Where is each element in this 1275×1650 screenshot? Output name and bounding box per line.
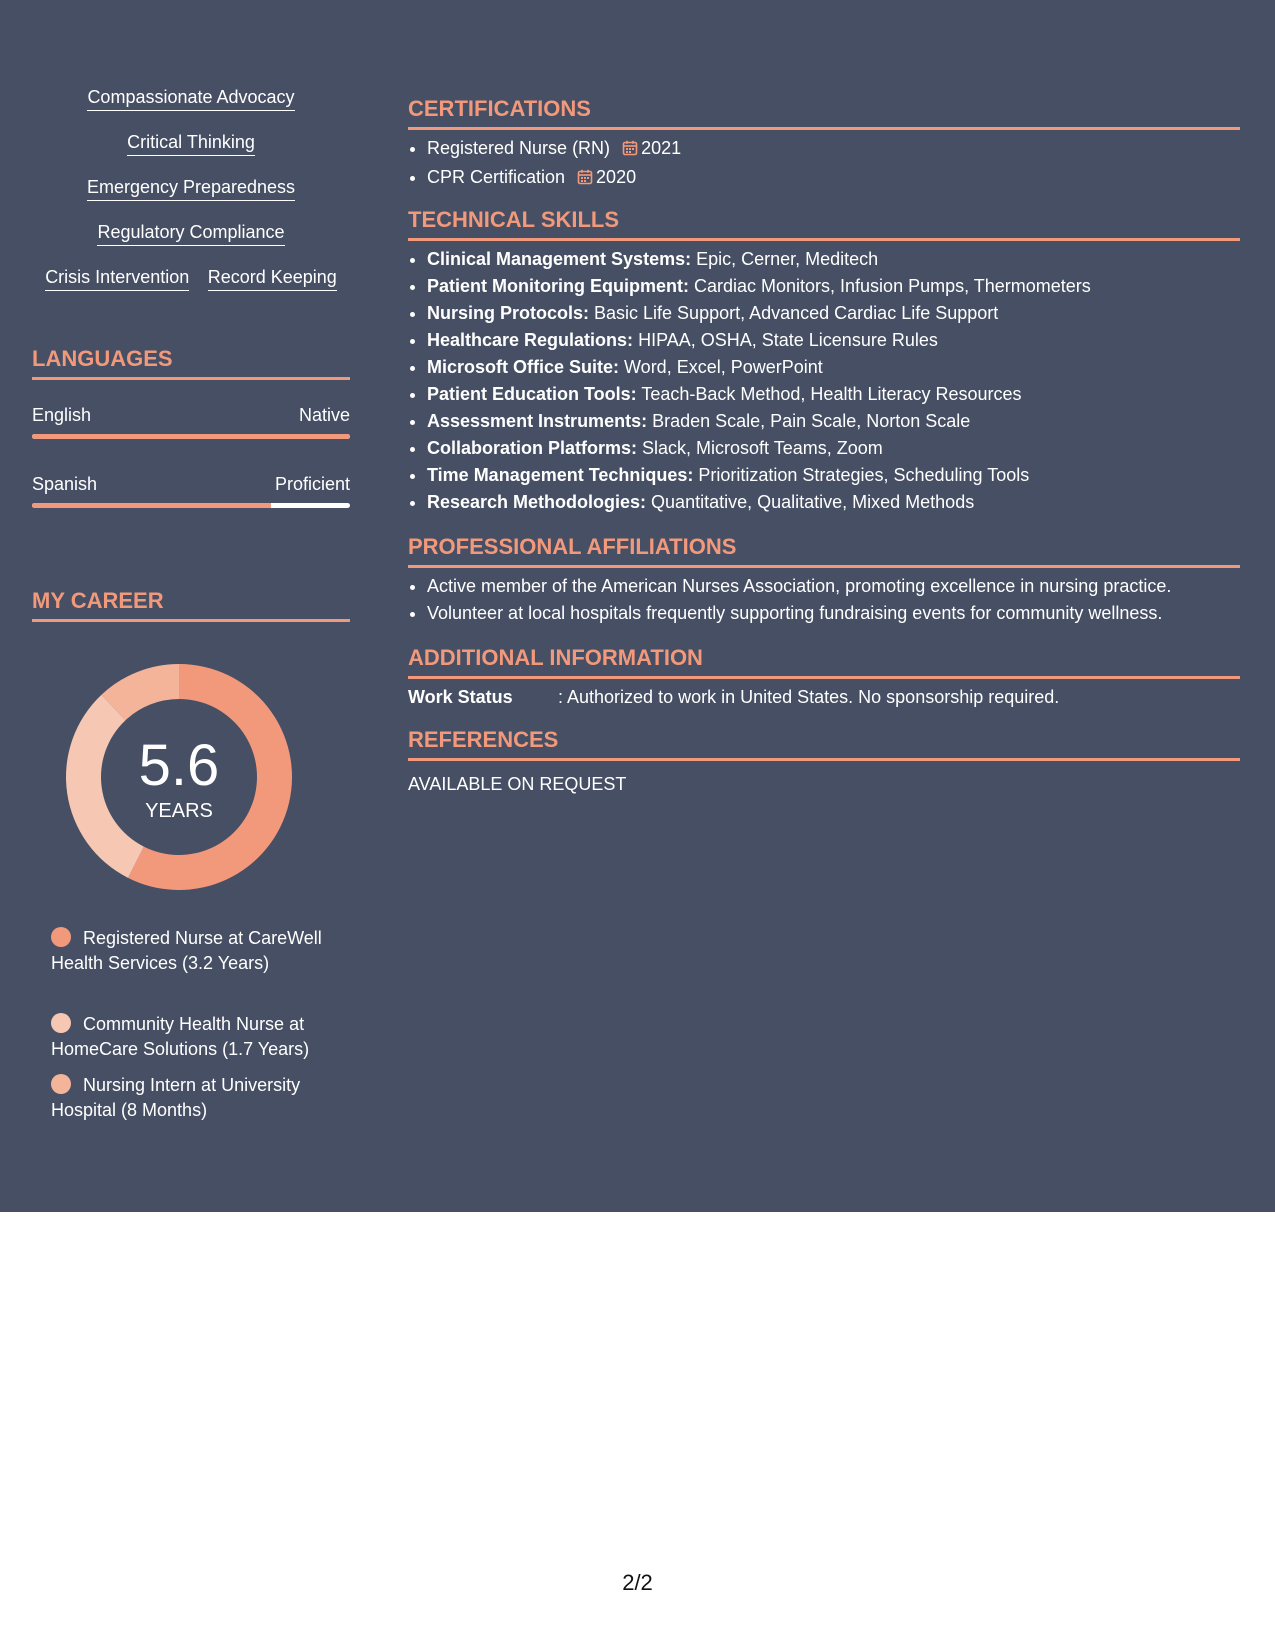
certification-name: Registered Nurse (RN): [427, 138, 611, 158]
soft-skill-row: [32, 86, 350, 111]
certification-year: 2021: [641, 138, 682, 158]
skill-values: Basic Life Support, Advanced Cardiac Life Support: [589, 303, 999, 323]
career-total-years: 5.6: [138, 733, 220, 798]
work-status-row: [408, 686, 1240, 708]
additional-info-title: ADDITIONAL INFORMATION: [408, 645, 1240, 679]
career-years-label: YEARS: [145, 800, 213, 822]
skill-values: Quantitative, Qualitative, Mixed Methods: [646, 492, 975, 512]
certification-year: 2020: [596, 167, 637, 187]
references-text: AVAILABLE ON REQUEST: [408, 774, 627, 794]
page-number: 2/2: [622, 1570, 653, 1595]
career-donut-center: [66, 664, 292, 890]
technical-skill-item: [427, 246, 1240, 273]
skill-category: Research Methodologies:: [427, 492, 647, 512]
language-item: [32, 404, 350, 439]
language-proficiency-bar: [32, 434, 350, 439]
soft-skill-tag: Regulatory Compliance: [97, 221, 284, 246]
additional-info-section: [408, 645, 1240, 708]
skill-values: Slack, Microsoft Teams, Zoom: [637, 438, 883, 458]
skill-category: Collaboration Platforms:: [427, 438, 638, 458]
technical-skill-item: [427, 462, 1240, 489]
skill-category: Assessment Instruments:: [427, 411, 648, 431]
career-legend-item: [51, 1012, 341, 1062]
soft-skill-row: [32, 131, 350, 156]
soft-skill-row: [32, 266, 350, 291]
skill-category: Patient Monitoring Equipment:: [427, 276, 689, 296]
career-title: MY CAREER: [32, 588, 350, 622]
language-level: Native: [298, 405, 350, 425]
certification-item: [427, 135, 1240, 164]
certification-name: CPR Certification: [427, 167, 566, 187]
soft-skill-tag: Record Keeping: [208, 266, 337, 291]
career-legend-item: [51, 926, 341, 976]
skill-category: Microsoft Office Suite:: [427, 357, 620, 377]
technical-skills-section: [408, 207, 1240, 516]
work-status-value: : Authorized to work in United States. No sponsorship required.: [558, 687, 1060, 707]
soft-skill-tag: Compassionate Advocacy: [87, 86, 294, 111]
technical-skill-item: [427, 300, 1240, 327]
language-name: English: [32, 405, 92, 425]
technical-skill-item: [427, 327, 1240, 354]
skill-category: Healthcare Regulations:: [427, 330, 634, 350]
affiliation-item: • Active member of the American Nurses Association, promoting excellence in nursing practice.: [427, 573, 1240, 600]
language-proficiency-bar: [32, 503, 350, 508]
career-legend-label: Registered Nurse at CareWell Health Services (3.2 Years): [51, 928, 322, 973]
skill-values: Prioritization Strategies, Scheduling Tools: [693, 465, 1030, 485]
skill-values: Epic, Cerner, Meditech: [691, 249, 879, 269]
affiliations-title: PROFESSIONAL AFFILIATIONS: [408, 534, 1240, 568]
soft-skill-row: [32, 221, 350, 246]
career-legend-label: Community Health Nurse at HomeCare Solutions (1.7 Years): [51, 1014, 310, 1059]
technical-skill-item: [427, 273, 1240, 300]
career-legend-dot: [51, 1074, 71, 1094]
languages-title: LANGUAGES: [32, 346, 350, 380]
language-proficiency-fill: [32, 434, 350, 439]
language-proficiency-fill: [32, 503, 271, 508]
affiliations-section: [408, 534, 1240, 627]
work-status-label: Work Status: [408, 687, 513, 707]
career-section: [32, 588, 350, 622]
skill-category: Clinical Management Systems:: [427, 249, 692, 269]
languages-section: [32, 346, 350, 380]
technical-skill-item: [427, 381, 1240, 408]
career-legend-dot: [51, 927, 71, 947]
certifications-section: [408, 96, 1240, 193]
certifications-title: CERTIFICATIONS: [408, 96, 1240, 130]
technical-skill-item: [427, 489, 1240, 516]
skill-values: Teach-Back Method, Health Literacy Resources: [636, 384, 1022, 404]
career-legend-dot: [51, 1013, 71, 1033]
language-name: Spanish: [32, 474, 98, 494]
calendar-icon: [577, 166, 593, 193]
skill-values: Word, Excel, PowerPoint: [619, 357, 823, 377]
technical-skills-title: TECHNICAL SKILLS: [408, 207, 1240, 241]
language-level: Proficient: [274, 474, 350, 494]
skill-category: Patient Education Tools:: [427, 384, 637, 404]
references-title: REFERENCES: [408, 727, 1240, 761]
soft-skill-row: [32, 176, 350, 201]
certifications-list: [408, 135, 1240, 193]
skill-category: Time Management Techniques:: [427, 465, 694, 485]
technical-skill-item: [427, 435, 1240, 462]
career-legend-label: Nursing Intern at University Hospital (8 Months): [51, 1075, 301, 1120]
calendar-icon: [622, 137, 638, 164]
technical-skill-item: [427, 354, 1240, 381]
skill-values: HIPAA, OSHA, State Licensure Rules: [633, 330, 938, 350]
technical-skills-list: [408, 246, 1240, 516]
technical-skill-item: [427, 408, 1240, 435]
soft-skill-tag: Emergency Preparedness: [87, 176, 295, 201]
skill-values: Cardiac Monitors, Infusion Pumps, Thermometers: [688, 276, 1091, 296]
soft-skill-tag: Crisis Intervention: [45, 266, 189, 291]
affiliations-list: [408, 573, 1240, 627]
language-item: [32, 473, 350, 508]
certification-item: [427, 164, 1240, 193]
references-section: [408, 727, 1240, 795]
skill-values: Braden Scale, Pain Scale, Norton Scale: [647, 411, 971, 431]
affiliation-item: • Volunteer at local hospitals frequently supporting fundraising events for community wellness.: [427, 600, 1240, 627]
career-legend-item: [51, 1073, 341, 1123]
skill-category: Nursing Protocols:: [427, 303, 590, 323]
soft-skill-tag: Critical Thinking: [127, 131, 255, 156]
